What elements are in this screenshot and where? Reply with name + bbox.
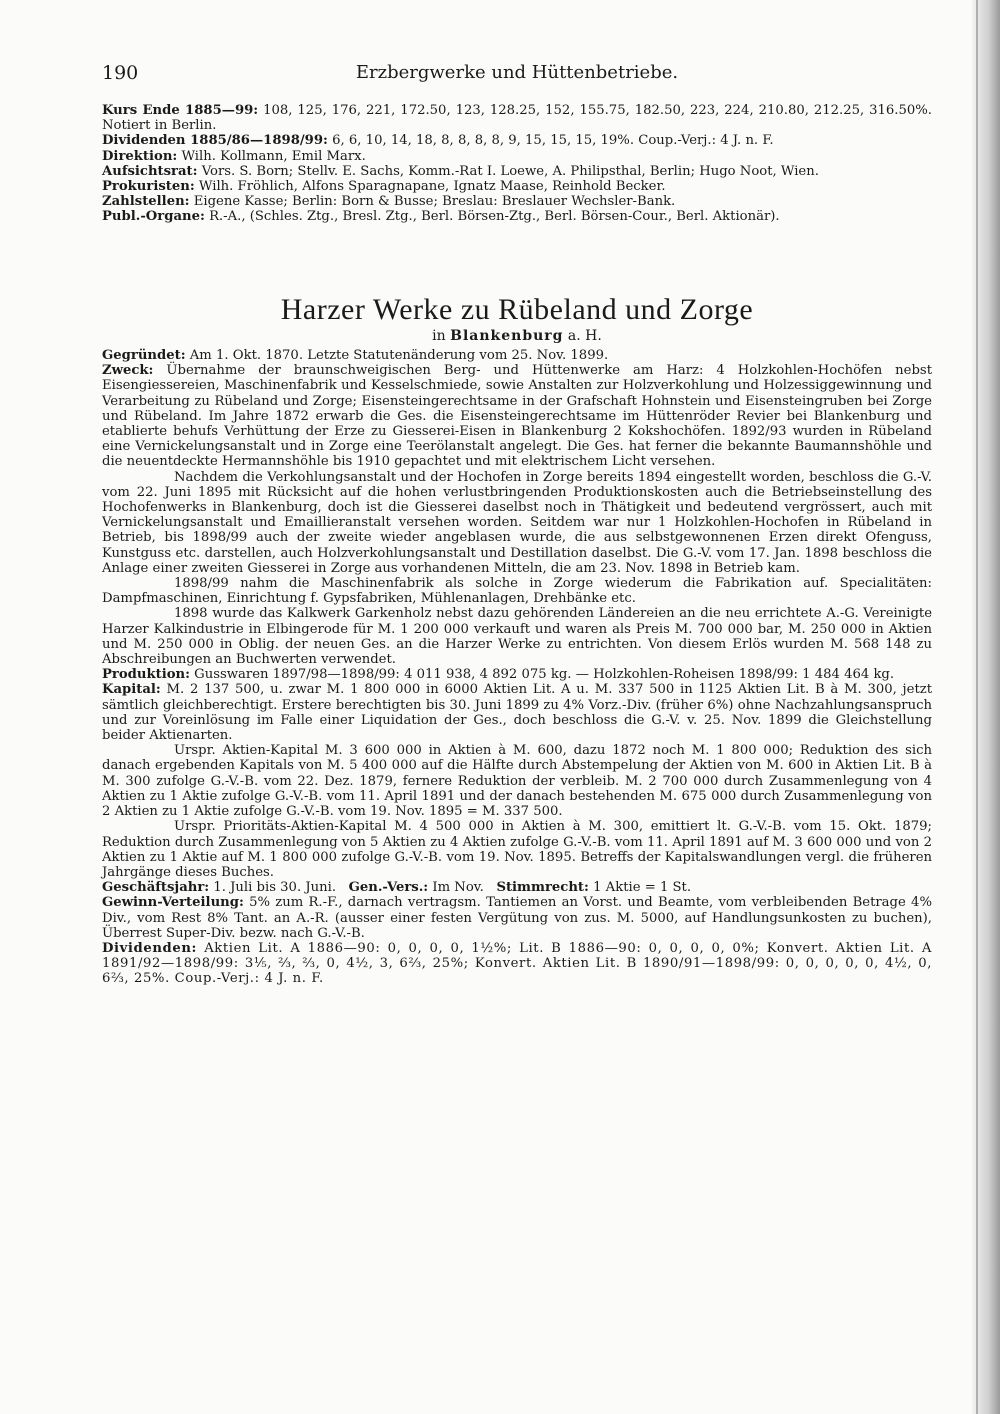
geschaeftsjahr-text: 1. Juli bis 30. Juni. [213,880,337,896]
zweck-para-4: 1898 wurde das Kalkwerk Garkenholz nebst dazu gehörenden Ländereien an die neu errichtete A.-G. Vereinigte Harzer Kalkindustrie in Elbingerode für M. 1 200 000 verkauft und waren als Preis M. 700 000 bar, M. 250 000 in Aktien und M. 250 000 in Oblig. der neuen Ges. an die Harzer Werke zu entrichten. Von diesem Erlös wurden M. 568 148 zu Abschreibungen an Buchwerten verwendet. [102,606,932,668]
stimmrecht-text: 1 Aktie = 1 St. [593,880,692,896]
zweck-para-3: 1898/99 nahm die Maschinenfabrik als solche in Zorge wiederum die Fabrikation auf. Specialitäten: Dampfmaschinen, Einrichtung f. Gypsfabriken, Mühlenanlagen, Drehbänke etc. [102,576,932,607]
produktion-label: Produktion: [102,667,190,683]
prokuristen-text: Wilh. Fröhlich, Alfons Sparagnapane, Ignatz Maase, Reinhold Becker. [198,179,666,195]
geschaeftsjahr-line [102,880,932,895]
aufsichtsrat-label: Aufsichtsrat: [102,163,198,179]
zweck-para-2: Nachdem die Verkohlungsanstalt und der Hochofen in Zorge bereits 1894 eingestellt worden, beschloss die G.-V. vom 22. Juni 1895 mit Rücksicht auf die hohen verlustbringenden Produktionskosten auch die Betriebseinstellung des Hochofenwerks in Blankenburg, doch ist die Giesserei daselbst noch in Thätigkeit und bedeutend vergrössert, auch mit Vernickelungsanstalt und Emaillieranstalt versehen worden. Seitdem war nur 1 Holzkohlen-Hochofen in Rübeland in Betrieb, bis 1898/99 auch der zweite wieder angeblasen wurde, die aus selbstgewonnenen Erzen direkt Ofenguss, Kunstguss etc. darstellen, auch Holzverkohlungsanstalt und Destillation daselbst. Die G.-V. vom 17. Jan. 1898 beschloss die Anlage einer zweiten Giesserei in Zorge aus vorhandenen Mitteln, die am 23. Nov. 1898 in Betrieb kam. [102,469,932,576]
gegruendet-text: Am 1. Okt. 1870. Letzte Statutenänderung vom 25. Nov. 1899. [189,348,609,363]
zweck-text: Übernahme der braunschweigischen Berg- und Hüttenwerke am Harz: 4 Holzkohlen-Hochöfen nebst Eisengiessereien, Maschinenfabrik und Kesselschmiede, sowie Anstalten zur Holzverkohlung und Holzessiggewinnung und Verarbeitung zu Rübeland und Zorge; Eisensteingerechtsame in der Grafschaft Hohnstein und Eisensteingruben bei Zorge und Rübeland. Im Jahre 1872 erwarb die Ges. die Eisensteingerechtsame im Hüttenröder Revier bei Blankenburg und etablierte behufs Verhüttung der Erze zu Giesserei-Eisen in Blankenburg 2 Kokshochöfen. 1892/93 wurden in Rübeland eine Vernickelungsanstalt und in Zorge eine Teerölanstalt angelegt. Die Ges. hat ferner die bekannte Baumannshöhle und die neuentdeckte Hermannshöhle bis 1910 gepachtet und mit elektrischem Licht versehen. [102,363,932,470]
running-title: Erzbergwerke und Hüttenbetriebe. [355,62,679,83]
zahlstellen-line [102,194,932,209]
gegruendet-line [102,348,932,363]
direktion-label: Direktion: [102,148,178,164]
dividenden-line [102,941,932,987]
prokuristen-line [102,179,932,194]
gewinn-verteilung-label: Gewinn-Verteilung: [102,895,244,911]
genvers-text: Im Nov. [432,880,484,896]
dividenden-label: Dividenden: [102,940,197,956]
prokuristen-label: Prokuristen: [102,179,195,195]
aufsichtsrat-line [102,164,932,179]
company-title: Harzer Werke zu Rübeland und Zorge [280,293,754,326]
publ-organe-label: Publ.-Organe: [102,209,205,225]
dividenden-prev-label: Dividenden 1885/86—1898/99: [102,133,328,149]
company-entry [102,348,932,987]
kapital-para-3: Urspr. Prioritäts-Aktien-Kapital M. 4 500 000 in Aktien à M. 300, emittiert lt. G.-V.-B. vom 15. Okt. 1879; Reduktion durch Zusammenlegung von 5 Aktien zu 4 Aktien zufolge G.-V.-B. vom 11. April 1891 auf M. 3 600 000 und von 2 Aktien zu 1 Aktie auf M. 1 800 000 zufolge G.-V.-B. vom 19. Nov. 1895. Betreffs der Kapitalswandlungen vergl. die früheren Jahrgänge dieses Buches. [102,819,932,880]
company-location [102,327,932,345]
geschaeftsjahr-label: Geschäftsjahr: [102,880,210,896]
kurs-text: 108, 125, 176, 221, 172.50, 123, 128.25, 152, 155.75, 182.50, 223, 224, 210.80, 212.25, 316.50%. Notiert in Berlin. [102,103,932,134]
location-city: Blankenburg [450,328,564,344]
previous-entry [102,103,932,225]
genvers-label: Gen.-Vers.: [348,880,429,896]
publ-organe-text: R.-A., (Schles. Ztg., Bresl. Ztg., Berl. Börsen-Ztg., Berl. Börsen-Cour., Berl. Aktionär). [209,209,780,225]
zweck-label: Zweck: [102,363,154,379]
dividenden-text: Aktien Lit. A 1886—90: 0, 0, 0, 0, 1½%; Lit. B 1886—90: 0, 0, 0, 0, 0%; Konvert. Aktien Lit. A 1891/92—1898/99: 3⅕, ⅔, ⅔, 0, 4½, 3, 6⅔, 25%; Konvert. Aktien Lit. B 1890/91—1898/99: 0, 0, 0, 0, 0, 4½, 0, 6⅔, 25%. Coup.-Verj.: 4 J. n. F. [102,940,932,987]
gewinn-verteilung-text: 5% zum R.-F., darnach vertragsm. Tantiemen an Vorst. und Beamte, vom verbleibenden Betrage 4% Div., vom Rest 8% Tant. an A.-R. (ausser einer festen Vergütung von zus. M. 5000, auf Handlungsunkosten zu buchen), Überrest Super-Div. bezw. nach G.-V.-B. [102,895,932,941]
page-header [102,60,932,86]
dividenden-prev-line [102,133,932,148]
kurs-label: Kurs Ende 1885—99: [102,103,259,118]
zweck-para-1 [102,363,932,469]
publ-organe-line [102,209,932,224]
binding-shadow-line [976,0,978,1414]
produktion-text: Gusswaren 1897/98—1898/99: 4 011 938, 4 892 075 kg. — Holzkohlen-Roheisen 1898/99: 1 484 464 kg. [194,667,895,683]
kapital-para-1 [102,682,932,743]
stimmrecht-label: Stimmrecht: [496,880,589,896]
gewinn-verteilung-line [102,895,932,941]
location-suffix: a. H. [567,328,602,344]
aufsichtsrat-text: Vors. S. Born; Stellv. E. Sachs, Komm.-Rat I. Loewe, A. Philipsthal, Berlin; Hugo Noot, Wien. [201,163,819,179]
kapital-para-2: Urspr. Aktien-Kapital M. 3 600 000 in Aktien à M. 600, dazu 1872 noch M. 1 800 000; Reduktion des sich danach ergebenden Kapitals von M. 5 400 000 auf die Hälfte durch Abstempelung der Aktien von M. 600 in Aktien Lit. B à M. 300 zufolge G.-V.-B. vom 22. Dez. 1879, fernere Reduktion der verbleib. M. 2 700 000 durch Zusammenlegung von 4 Aktien zu 1 Aktie zufolge G.-V.-B. vom 11. April 1891 und der danach bestehenden M. 675 000 durch Zusammenlegung von 2 Aktien zu 1 Aktie zufolge G.-V.-B. vom 19. Nov. 1895 = M. 337 500. [102,743,932,820]
direktion-line [102,149,932,164]
dividenden-prev-text: 6, 6, 10, 14, 18, 8, 8, 8, 8, 9, 15, 15, 15, 19%. Coup.-Verj.: 4 J. n. F. [332,133,774,149]
zahlstellen-text: Eigene Kasse; Berlin: Born & Busse; Breslau: Breslauer Wechsler-Bank. [193,194,676,210]
produktion-line [102,667,932,682]
gegruendet-label: Gegründet: [102,348,186,363]
page-number: 190 [102,62,139,84]
location-prefix: in [432,328,446,344]
kurs-line [102,103,932,133]
direktion-text: Wilh. Kollmann, Emil Marx. [181,148,366,164]
kapital-text: M. 2 137 500, u. zwar M. 1 800 000 in 6000 Aktien Lit. A u. M. 337 500 in 1125 Aktien Lit. B à M. 300, jetzt sämtlich gleichberechtigt. Erstere berechtigten bis 30. Juni 1899 zu 4% Vorz.-Div. (früher 6%) ohne Nachzahlungsanspruch und zur Voreinlösung im Falle einer Liquidation der Ges., doch beschloss die G.-V. v. 25. Nov. 1899 die Gleichstellung beider Aktienarten. [102,682,932,744]
zahlstellen-label: Zahlstellen: [102,194,190,210]
kapital-label: Kapital: [102,682,161,698]
